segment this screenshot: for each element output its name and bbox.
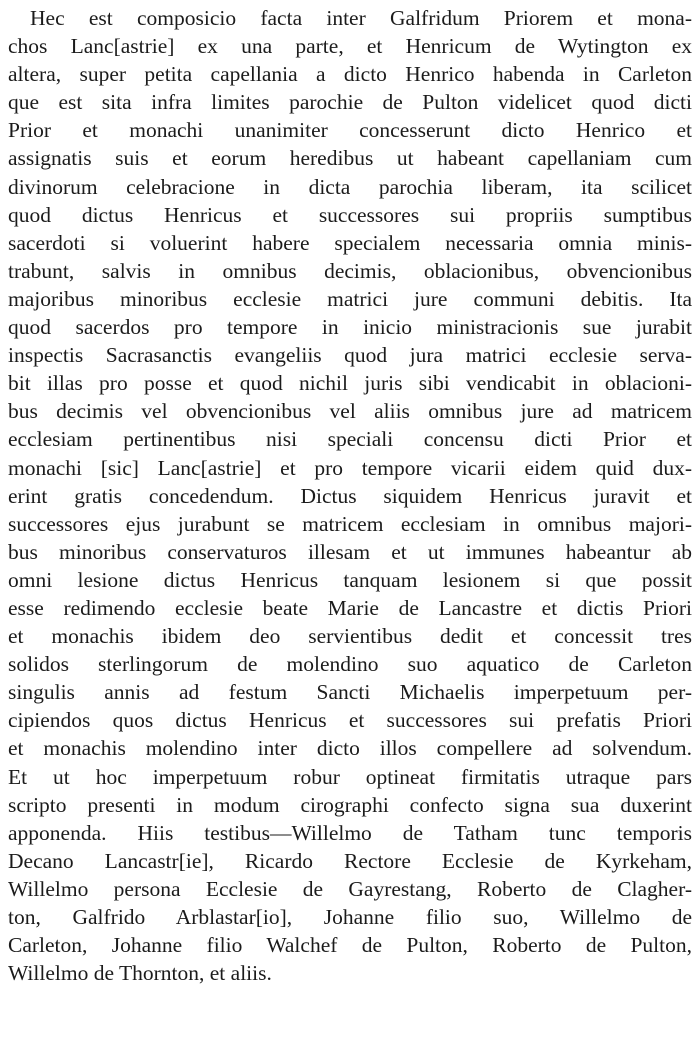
text-line: successores ejus jurabunt se matricem ecclesiam in omnibus majori-: [8, 511, 692, 536]
text-line: apponenda. Hiis testibus—Willelmo de Tatham tunc temporis: [8, 820, 692, 845]
text-line: omni lesione dictus Henricus tanquam lesionem si que possit: [8, 567, 692, 592]
text-line: quod sacerdos pro tempore in inicio ministracionis sue jurabit: [8, 315, 692, 340]
text-line: et monachis ibidem deo servientibus dedit et concessit tres: [8, 624, 692, 649]
text-line: singulis annis ad festum Sancti Michaelis imperpetuum per-: [8, 680, 692, 705]
text-line: bit illas pro posse et quod nichil juris sibi vendicabit in oblacioni-: [8, 371, 692, 396]
text-line: bus minoribus conservaturos illesam et ut immunes habeantur ab: [8, 539, 692, 564]
text-line: Decano Lancastr[ie], Ricardo Rectore Ecclesie de Kyrkeham,: [8, 848, 692, 873]
text-line: bus decimis vel obvencionibus vel aliis omnibus jure ad matricem: [8, 399, 692, 424]
text-line: et monachis molendino inter dicto illos compellere ad solvendum.: [8, 736, 692, 761]
text-line: ton, Galfrido Arblastar[io], Johanne filio suo, Willelmo de: [8, 905, 692, 929]
text-line: chos Lanc[astrie] ex una parte, et Henricum de Wytington ex: [8, 34, 692, 59]
text-line: assignatis suis et eorum heredibus ut habeant capellaniam cum: [8, 146, 692, 171]
text-line: ecclesiam pertinentibus nisi speciali concensu dicti Prior et: [8, 427, 692, 452]
text-line: que est sita infra limites parochie de Pulton videlicet quod dicti: [8, 90, 692, 115]
text-line: monachi [sic] Lanc[astrie] et pro tempore vicarii eidem quid dux-: [8, 455, 692, 480]
text-line: majoribus minoribus ecclesie matrici jure communi debitis. Ita: [8, 286, 692, 311]
text-line: Willelmo de Thornton, et aliis.: [8, 961, 272, 986]
text-line: Hec est composicio facta inter Galfridum Priorem et mona-: [30, 6, 692, 30]
text-line: scripto presenti in modum cirographi confecto signa sua duxerint: [8, 792, 692, 817]
charter-text: [8, 4, 692, 987]
text-line: Carleton, Johanne filio Walchef de Pulton, Roberto de Pulton,: [8, 933, 692, 958]
text-line: inspectis Sacrasanctis evangeliis quod jura matrici ecclesie serva-: [8, 343, 692, 368]
text-line: sacerdoti si voluerint habere specialem necessaria omnia minis-: [8, 230, 692, 255]
text-line: erint gratis concedendum. Dictus siquidem Henricus juravit et: [8, 483, 692, 508]
text-line: Prior et monachi unanimiter concesserunt dicto Henrico et: [8, 118, 692, 143]
text-line: Et ut hoc imperpetuum robur optineat firmitatis utraque pars: [8, 764, 692, 789]
text-line: altera, super petita capellania a dicto Henrico habenda in Carleton: [8, 62, 692, 87]
text-line: esse redimendo ecclesie beate Marie de Lancastre et dictis Priori: [8, 595, 692, 620]
text-line: quod dictus Henricus et successores sui propriis sumptibus: [8, 202, 692, 227]
text-line: solidos sterlingorum de molendino suo aquatico de Carleton: [8, 652, 692, 677]
text-line: divinorum celebracione in dicta parochia liberam, ita scilicet: [8, 174, 692, 199]
text-line: Willelmo persona Ecclesie de Gayrestang, Roberto de Clagher-: [8, 876, 692, 901]
text-line: trabunt, salvis in omnibus decimis, oblacionibus, obvencionibus: [8, 258, 692, 283]
text-line: cipiendos quos dictus Henricus et successores sui prefatis Priori: [8, 708, 692, 733]
